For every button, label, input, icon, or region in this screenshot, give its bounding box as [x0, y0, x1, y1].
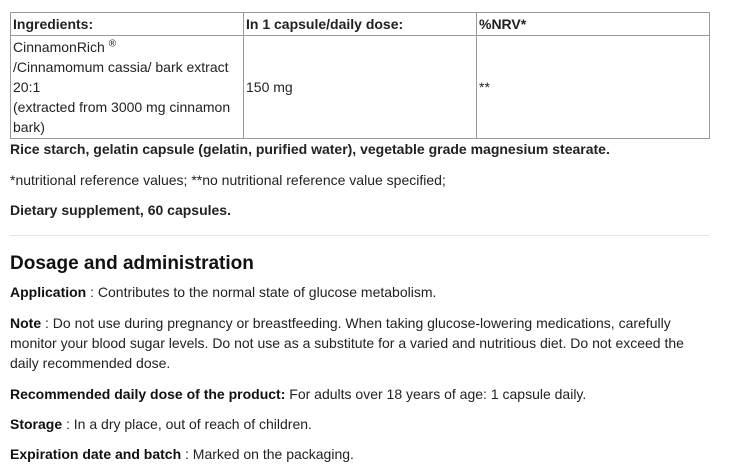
expiration-paragraph: [10, 444, 710, 464]
application-label: Application: [10, 284, 87, 300]
nrv-cell: **: [477, 36, 710, 139]
daily-dose-label: Recommended daily dose of the product:: [10, 386, 286, 402]
registered-mark: ®: [108, 38, 117, 50]
ingredient-line-3: 20:1: [13, 79, 41, 95]
storage-paragraph: [10, 414, 710, 434]
expiration-label: Expiration date and batch: [10, 446, 182, 462]
product-info-page: [10, 12, 710, 464]
header-dose: In 1 capsule/daily dose:: [244, 13, 477, 36]
header-nrv: %NRV*: [477, 13, 710, 36]
supplement-text: Dietary supplement, 60 capsules.: [10, 202, 231, 218]
daily-dose-paragraph: [10, 384, 710, 404]
note-text: : Do not use during pregnancy or breastfeeding. When taking glucose-lowering medications, carefully monitor your blood sugar levels. Do not use as a substitute for a varied and nutritious diet. Do not exceed the daily recommended dose.: [10, 315, 684, 371]
ingredient-line-4: (extracted from 3000 mg cinnamon: [13, 99, 231, 115]
section-divider: [10, 235, 709, 236]
ingredient-name: CinnamonRich: [13, 39, 105, 55]
ingredient-line-2: /Cinnamomum cassia/ bark extract: [13, 59, 229, 75]
table-header-row: [11, 13, 710, 36]
storage-text: : In a dry place, out of reach of children.: [62, 416, 312, 432]
application-text: : Contributes to the normal state of glucose metabolism.: [86, 284, 437, 300]
ingredients-table: [10, 12, 710, 139]
daily-dose-text: For adults over 18 years of age: 1 capsule daily.: [285, 386, 587, 402]
table-row: [11, 36, 710, 139]
note-label: Note: [10, 315, 42, 331]
expiration-text: : Marked on the packaging.: [181, 446, 354, 462]
dosage-section-title: Dosage and administration: [10, 253, 254, 274]
header-ingredients: Ingredients:: [11, 13, 244, 36]
ingredient-cell: [11, 36, 244, 139]
note-paragraph: [10, 313, 710, 373]
ingredient-line-5: bark): [13, 119, 45, 135]
application-paragraph: [10, 282, 710, 302]
storage-label: Storage: [10, 416, 63, 432]
nrv-footnote: *nutritional reference values; **no nutritional reference value specified;: [10, 172, 446, 188]
dose-cell: 150 mg: [244, 36, 477, 139]
excipients-text: Rice starch, gelatin capsule (gelatin, purified water), vegetable grade magnesium stearate.: [10, 141, 610, 157]
